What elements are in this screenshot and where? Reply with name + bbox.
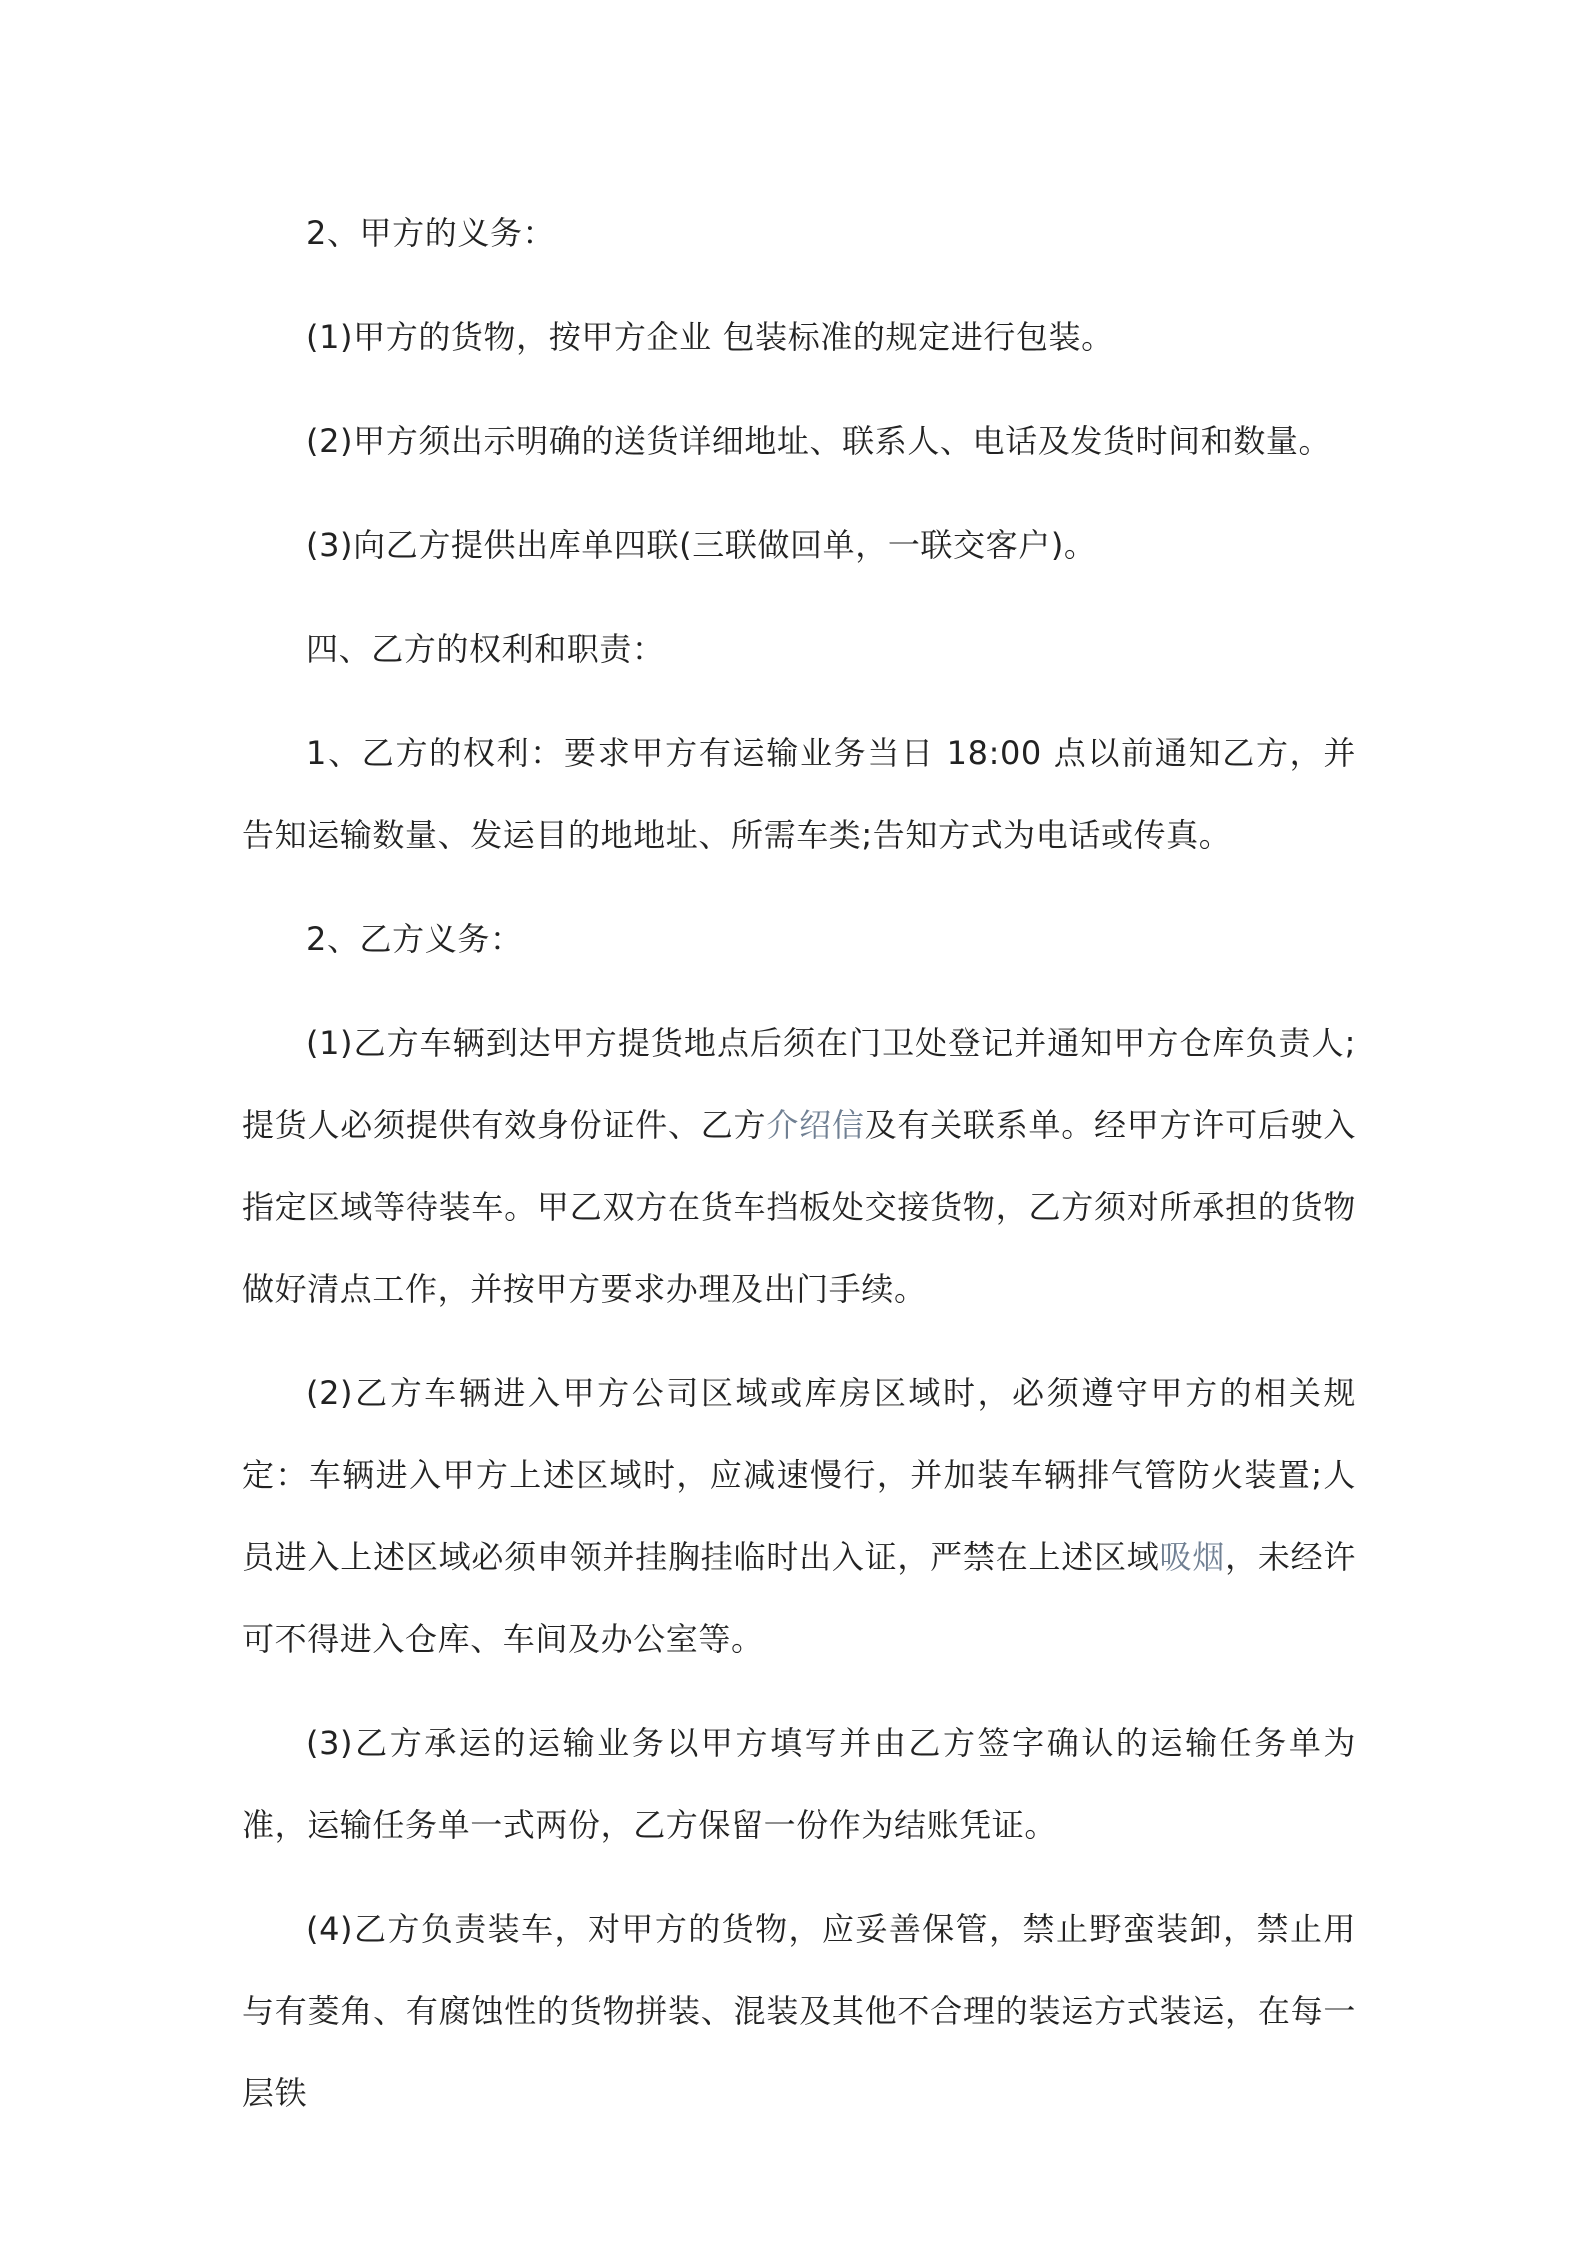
paragraph-text: (2)乙方车辆进入甲方公司区域或库房区域时，必须遵守甲方的相关规定：车辆进入甲方上述区域时，应减速慢行，并加装车辆排气管防火装置;人员进入上述区域必须申领并挂胸挂临时出入证，严禁在上述区域 — [242, 1374, 1356, 1576]
paragraph-section-four-heading: 四、乙方的权利和职责： — [306, 630, 665, 668]
paragraph-text: 及有关联系单。经甲方许可后驶入指定区域等待装车。甲乙双方在货车挡板处交接货物，乙方须对所承担的货物做好清点工作，并按甲方要求办理及出门手续。 — [242, 1106, 1356, 1308]
paragraph-party-b-obligations-heading: 2、乙方义务： — [306, 920, 523, 958]
document-body — [242, 192, 1356, 2156]
paragraph-party-b-obligation-2 — [242, 1352, 1356, 1680]
smoking-link[interactable]: 吸烟 — [1159, 1538, 1226, 1576]
paragraph-text: ，未经许可不得进入仓库、车间及办公室等。 — [242, 1538, 1357, 1658]
paragraph-party-a-obligation-2: (2)甲方须出示明确的送货详细地址、联系人、电话及发货时间和数量。 — [306, 422, 1332, 460]
paragraph-party-b-rights: 1、乙方的权利：要求甲方有运输业务当日 18:00 点以前通知乙方，并告知运输数量、发运目的地地址、所需车类;告知方式为电话或传真。 — [242, 734, 1356, 854]
paragraph-party-a-obligation-1: (1)甲方的货物，按甲方企业 包装标准的规定进行包装。 — [306, 318, 1114, 356]
paragraph-party-a-obligations-heading: 2、甲方的义务： — [306, 214, 556, 252]
introduction-letter-link[interactable]: 介绍信 — [766, 1106, 865, 1144]
paragraph-party-b-obligation-3: (3)乙方承运的运输业务以甲方填写并由乙方签字确认的运输任务单为准，运输任务单一式两份，乙方保留一份作为结账凭证。 — [242, 1724, 1356, 1844]
paragraph-party-b-obligation-1 — [242, 1002, 1356, 1330]
paragraph-party-a-obligation-3: (3)向乙方提供出库单四联(三联做回单，一联交客户)。 — [306, 526, 1097, 564]
paragraph-text: (1)乙方车辆到达甲方提货地点后须在门卫处登记并通知甲方仓库负责人;提货人必须提供有效身份证件、乙方 — [242, 1024, 1356, 1144]
paragraph-party-b-obligation-4: (4)乙方负责装车，对甲方的货物，应妥善保管，禁止野蛮装卸，禁止用与有菱角、有腐蚀性的货物拼装、混装及其他不合理的装运方式装运，在每一层铁 — [242, 1910, 1356, 2112]
